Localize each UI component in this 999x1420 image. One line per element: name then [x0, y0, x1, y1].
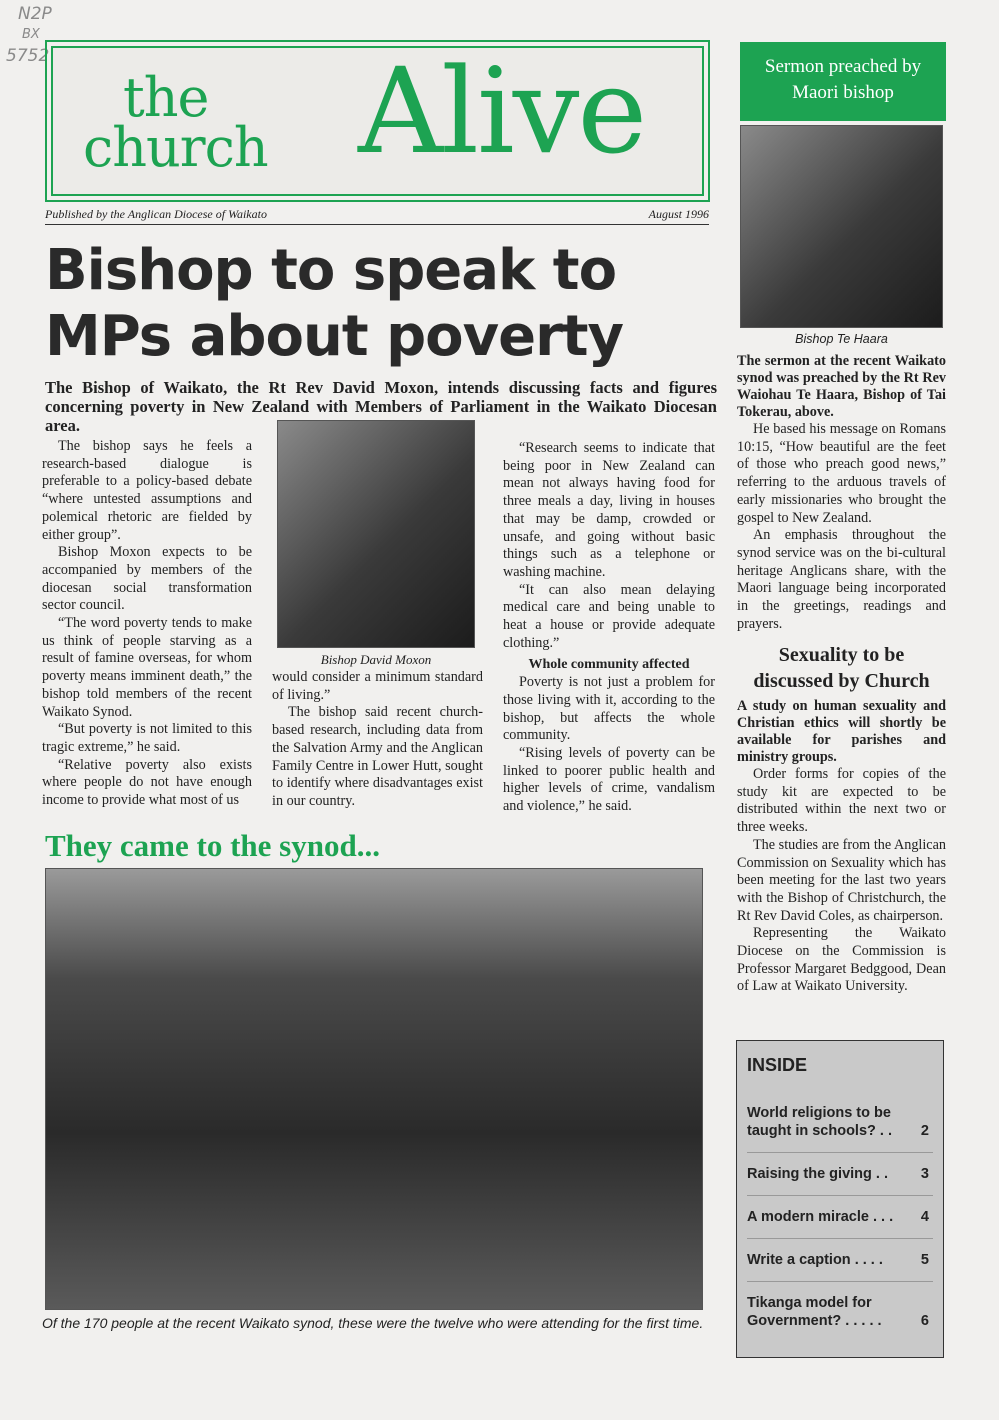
paragraph: He based his message on Romans 10:15, “How beautiful are the feet of those who preach good news,” referring to the arduous travels of early missionaries who brought the gospel to New Zealand. [737, 421, 946, 526]
lead-column-1 [42, 438, 252, 810]
paragraph: The bishop said recent church-based research, including data from the Salvation Army and the Anglican Family Centre in Lower Hutt, sought to identify where disadvantages exist in our country. [272, 704, 483, 809]
issue-date: August 1996 [648, 207, 709, 221]
paragraph: “Rising levels of poverty can be linked to poorer public health and higher levels of crime, vandalism and violence,” he said. [503, 744, 715, 815]
subheading: Whole community affected [528, 657, 690, 673]
inside-item[interactable] [747, 1238, 933, 1281]
paragraph: “But poverty is not limited to this tragic extreme,” he said. [42, 721, 252, 755]
paragraph: “Relative poverty also exists where people do not have enough income to provide what most of us [42, 756, 252, 809]
photo-bishop-te-haara [740, 125, 943, 328]
lead-column-3 [503, 440, 715, 816]
item-label: Tikanga model for Government? . . . . . [747, 1295, 882, 1329]
publication-line [45, 207, 709, 225]
paragraph: “The word poverty tends to make us think of people starving as a result of famine overseas, for whom poverty means imminent death,” the bishop told members of the recent Waikato Synod. [42, 615, 252, 720]
paragraph: The studies are from the Anglican Commission on Sexuality which has been meeting for the last two years with the Bishop of Christchurch, the Rt Rev David Coles, as chairperson. [737, 836, 946, 924]
lead-headline: Bishop to speak to MPs about poverty [45, 238, 624, 369]
item-label: A modern miracle . . . [747, 1209, 894, 1225]
inside-title: INSIDE [747, 1055, 808, 1075]
paragraph: would consider a minimum standard of living.” [272, 669, 483, 703]
sermon-banner: Sermon preached by Maori bishop [740, 42, 946, 121]
item-page: 3 [920, 1166, 929, 1182]
inside-item[interactable] [747, 1195, 933, 1238]
handwritten-note: N2P [18, 4, 52, 24]
item-label: Raising the giving . . [747, 1166, 888, 1182]
masthead-alive: Alive [358, 42, 646, 180]
masthead [45, 40, 710, 202]
sermon-article [737, 353, 946, 633]
photo-bishop-moxon [277, 420, 475, 648]
synod-photo-caption: Of the 170 people at the recent Waikato synod, these were the twelve who were attending for the first time. [42, 1315, 704, 1331]
sexuality-article [737, 698, 946, 996]
inside-item[interactable] [747, 1152, 933, 1195]
sexuality-headline: Sexuality to be discussed by Church [753, 644, 930, 692]
item-label: Write a caption . . . . [747, 1252, 883, 1268]
inside-item[interactable] [747, 1092, 933, 1152]
item-page: 6 [920, 1313, 929, 1329]
paragraph: The bishop says he feels a research-based dialogue is preferable to a policy-based debate “where untested assumptions and polemical rhetoric are fielded by either group”. [42, 438, 252, 543]
handwritten-note: BX [22, 27, 40, 42]
item-label: World religions to be taught in schools? . . [747, 1105, 892, 1139]
photo-caption: Bishop David Moxon [320, 652, 432, 667]
photo-synod-group [45, 868, 703, 1310]
paragraph: Bishop Moxon expects to be accompanied by members of the diocesan social transformation sector council. [42, 544, 252, 614]
masthead-the: the [123, 66, 209, 129]
paragraph: Order forms for copies of the study kit are expected to be distributed within the next two or three weeks. [737, 766, 946, 836]
masthead-church: church [83, 116, 268, 179]
inside-box [736, 1040, 944, 1358]
inside-item[interactable] [747, 1281, 933, 1342]
item-page: 4 [920, 1209, 929, 1225]
paragraph: Poverty is not just a problem for those living with it, according to the bishop, but affects the whole community. [503, 674, 715, 744]
item-page: 2 [920, 1123, 929, 1139]
sexuality-lead: A study on human sexuality and Christian ethics will shortly be available for parishes and ministry groups. [737, 698, 946, 765]
paragraph: Representing the Waikato Diocese on the Commission is Professor Margaret Bedggood, Dean of Law at Waikato University. [737, 925, 946, 995]
item-page: 5 [920, 1252, 929, 1268]
sermon-lead: The sermon at the recent Waikato synod was preached by the Rt Rev Waiohau Te Haara, Bishop of Tai Tokerau, above. [737, 353, 946, 420]
paragraph: “It can also mean delaying medical care and being unable to heat a house or provide adequate clothing.” [503, 581, 715, 651]
lead-deck: The Bishop of Waikato, the Rt Rev David Moxon, intends discussing facts and figures concerning poverty in New Zealand with Members of Parliament in the Waikato Diocesan area. [45, 378, 717, 435]
handwritten-note: 5752 [6, 46, 50, 66]
photo-caption: Bishop Te Haara [795, 332, 888, 346]
synod-headline: They came to the synod... [45, 828, 380, 863]
lead-column-2 [272, 669, 483, 811]
publisher: Published by the Anglican Diocese of Waikato [45, 207, 267, 221]
paragraph: An emphasis throughout the synod service was on the bi-cultural heritage Anglicans share, with the Maori language being incorporated in the greetings, readings and prayers. [737, 527, 946, 632]
paragraph: “Research seems to indicate that being poor in New Zealand can mean not always having food for three meals a day, living in houses that may be damp, crowded or unsafe, and going without basic things such as a telephone or washing machine. [503, 440, 715, 580]
